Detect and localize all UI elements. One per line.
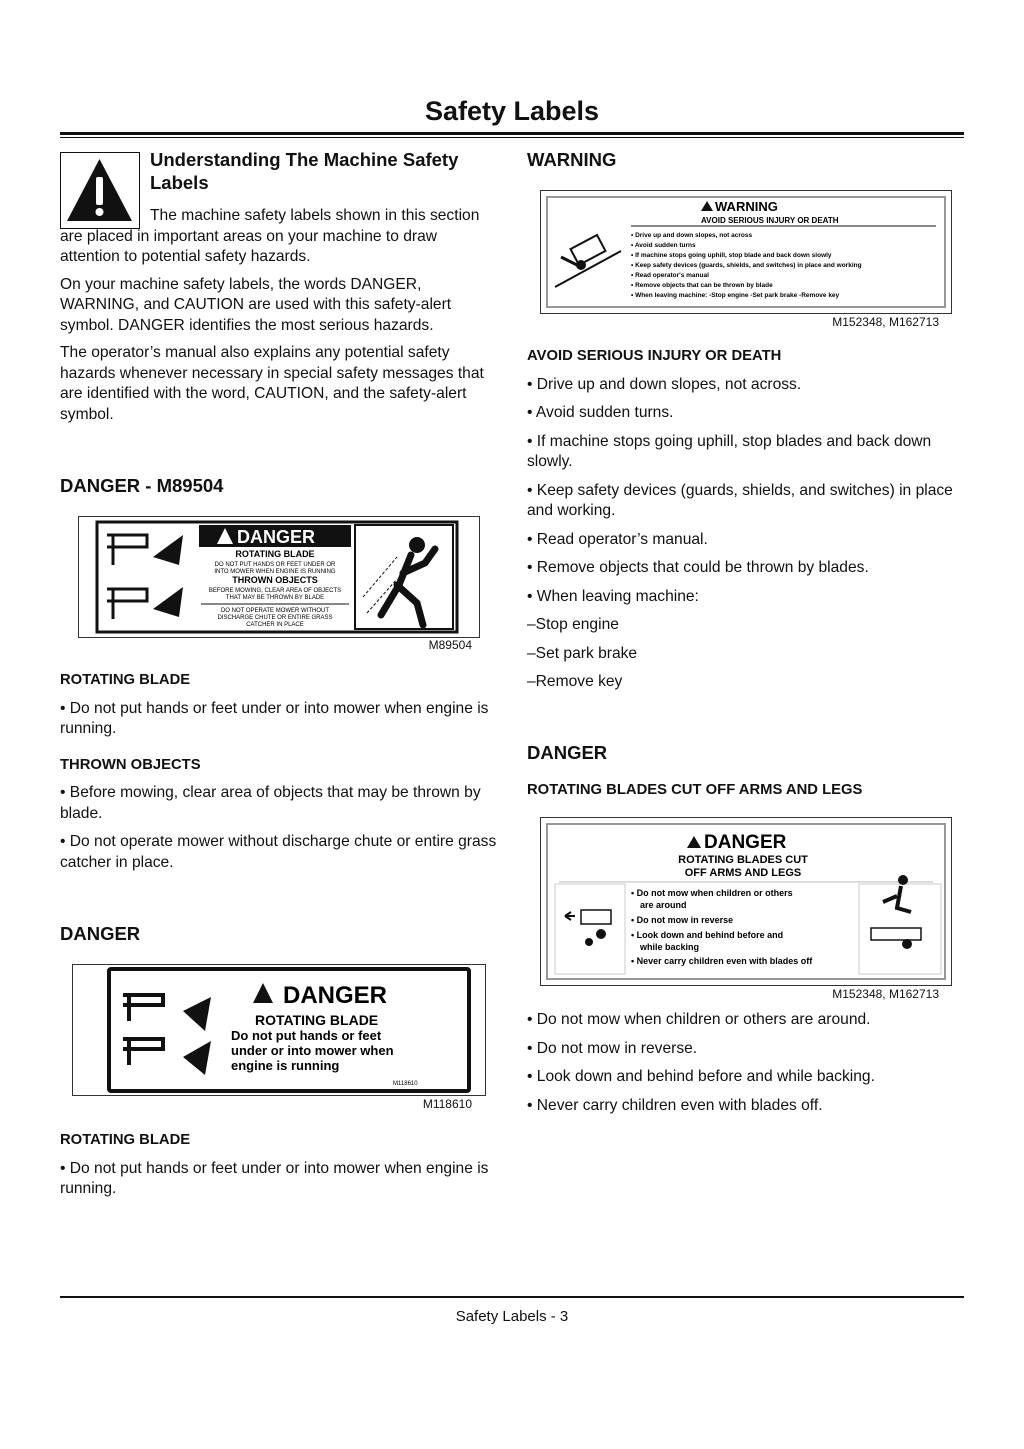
avoid-injury-subheading: AVOID SERIOUS INJURY OR DEATH — [527, 348, 782, 364]
intro-paragraph-2: On your machine safety labels, the words DANGER, WARNING, and CAUTION are used with this safety-alert symbol. DANGER identifies the most serious hazards. — [60, 275, 452, 334]
label-warning-l7: • When leaving machine: -Stop engine -Set park brake -Remove key — [631, 292, 840, 299]
warning-label-image — [540, 190, 952, 314]
rotating-blade-subheading: ROTATING BLADE — [60, 672, 191, 688]
label-danger2-title: DANGER — [283, 982, 388, 1009]
intro-paragraph-1: The machine safety labels shown in this section are placed in important areas on your machine to draw attention to potential safety hazards. — [60, 207, 480, 265]
warning-item: • Keep safety devices (guards, shields, and switches) in place and working. — [527, 481, 953, 519]
label-line1: DO NOT PUT HANDS OR FEET UNDER OR — [214, 562, 336, 568]
label-line7: CATCHER IN PLACE — [246, 622, 304, 628]
warning-item: –Stop engine — [527, 616, 619, 633]
label-line4: THAT MAY BE THROWN BY BLADE — [225, 595, 325, 601]
rotating-blade-bullet: • Do not put hands or feet under or into mower when engine is running. — [60, 699, 489, 737]
label-line3: BEFORE MOWING, CLEAR AREA OF OBJECTS — [208, 588, 342, 594]
danger-m89504-caption: M89504 — [428, 638, 472, 652]
danger-heading-2: DANGER — [60, 923, 141, 944]
footer-rule — [60, 1296, 964, 1298]
thrown-objects-bullet-2: • Do not operate mower without discharge chute or entire grass catcher in place. — [60, 833, 497, 871]
label-danger3-l3: • Do not mow in reverse — [631, 915, 734, 925]
label-danger2-l4: engine is running — [231, 1058, 340, 1073]
warning-item: • Drive up and down slopes, not across. — [527, 375, 802, 393]
danger-m118610-caption: M118610 — [422, 1097, 472, 1111]
label-danger3-l4: • Look down and behind before and — [631, 930, 784, 940]
label-line2: INTO MOWER WHEN ENGINE IS RUNNING — [214, 569, 336, 575]
label-thrown-text: THROWN OBJECTS — [232, 575, 318, 585]
rotating-blades-cut-subheading: ROTATING BLADES CUT OFF ARMS AND LEGS — [527, 782, 863, 798]
danger3-item: • Look down and behind before and while backing. — [527, 1068, 875, 1085]
label-warning-l4: • Keep safety devices (guards, shields, and switches) in place and working — [631, 262, 862, 269]
warning-item: • If machine stops going uphill, stop blades and back down slowly. — [527, 432, 932, 470]
label-warning-l3: • If machine stops going uphill, stop blade and back down slowly — [631, 252, 832, 259]
danger-m89504-label-image — [78, 516, 480, 638]
danger-m89504-heading: DANGER - M89504 — [60, 475, 224, 496]
label-danger2-l2: Do not put hands or feet — [231, 1028, 382, 1043]
label-warning-l1: • Drive up and down slopes, not across — [631, 232, 753, 239]
warning-heading: WARNING — [527, 149, 617, 170]
danger3-item: • Do not mow in reverse. — [527, 1039, 698, 1057]
warning-caption: M152348, M162713 — [832, 315, 939, 329]
label-danger2-l1: ROTATING BLADE — [255, 1012, 379, 1028]
label-rotating-text: ROTATING BLADE — [235, 549, 315, 559]
label-danger2-code: M118610 — [393, 1081, 418, 1087]
label-danger2-l3: under or into mower when — [231, 1043, 394, 1058]
title-rule-thin — [60, 137, 964, 138]
intro-paragraph-3: The operator’s manual also explains any potential safety hazards whenever necessary in special safety messages that are identified with the word, CAUTION, and the safety-alert symbol. — [60, 344, 484, 423]
danger3-item: • Do not mow when children or others are around. — [527, 1011, 871, 1028]
thrown-objects-bullet-1: • Before mowing, clear area of objects that may be thrown by blade. — [60, 784, 481, 822]
rotating-blade-subheading-2: ROTATING BLADE — [60, 1132, 191, 1148]
warning-item: –Remove key — [527, 673, 623, 690]
label-warning-l2: • Avoid sudden turns — [631, 242, 696, 249]
title-rule — [60, 132, 964, 135]
warning-item: • Read operator’s manual. — [527, 530, 708, 548]
label-danger3-l1: • Do not mow when children or others — [631, 888, 793, 898]
label-danger-title: DANGER — [237, 527, 316, 547]
label-danger3-l5: while backing — [640, 942, 700, 952]
label-line6: DISCHARGE CHUTE OR ENTIRE GRASS — [217, 615, 333, 621]
page-title: Safety Labels — [424, 96, 600, 126]
label-danger3-l2: are around — [640, 900, 687, 910]
warning-item: • Avoid sudden turns. — [527, 404, 674, 421]
danger-heading-3: DANGER — [527, 742, 608, 763]
rotating-blade-bullet-2: • Do not put hands or feet under or into mower when engine is running. — [60, 1159, 489, 1197]
danger-rotating-blades-caption: M152348, M162713 — [832, 987, 939, 1001]
warning-item: • When leaving machine: — [527, 587, 699, 605]
danger-m118610-label-image — [72, 964, 486, 1096]
label-danger3-title: DANGER — [704, 832, 787, 853]
label-warning-l5: • Read operator's manual — [631, 272, 709, 279]
warning-item: • Remove objects that could be thrown by blades. — [527, 559, 869, 576]
danger3-item: • Never carry children even with blades off. — [527, 1096, 823, 1114]
label-line5: DO NOT OPERATE MOWER WITHOUT — [220, 608, 330, 614]
danger-rotating-blades-label-image — [540, 817, 952, 986]
thrown-objects-subheading: THROWN OBJECTS — [60, 756, 201, 773]
intro-heading: Understanding The Machine Safety Labels — [150, 149, 459, 193]
label-warning-subtitle: AVOID SERIOUS INJURY OR DEATH — [701, 216, 839, 225]
label-danger3-t1: ROTATING BLADES CUT — [678, 854, 808, 866]
warning-item: –Set park brake — [527, 644, 638, 662]
page-footer: Safety Labels - 3 — [455, 1308, 569, 1325]
label-warning-title: WARNING — [715, 199, 778, 214]
label-danger3-t2: OFF ARMS AND LEGS — [684, 867, 802, 879]
label-danger3-l6: • Never carry children even with blades off — [631, 956, 813, 966]
label-warning-l6: • Remove objects that can be thrown by blade — [631, 282, 773, 289]
